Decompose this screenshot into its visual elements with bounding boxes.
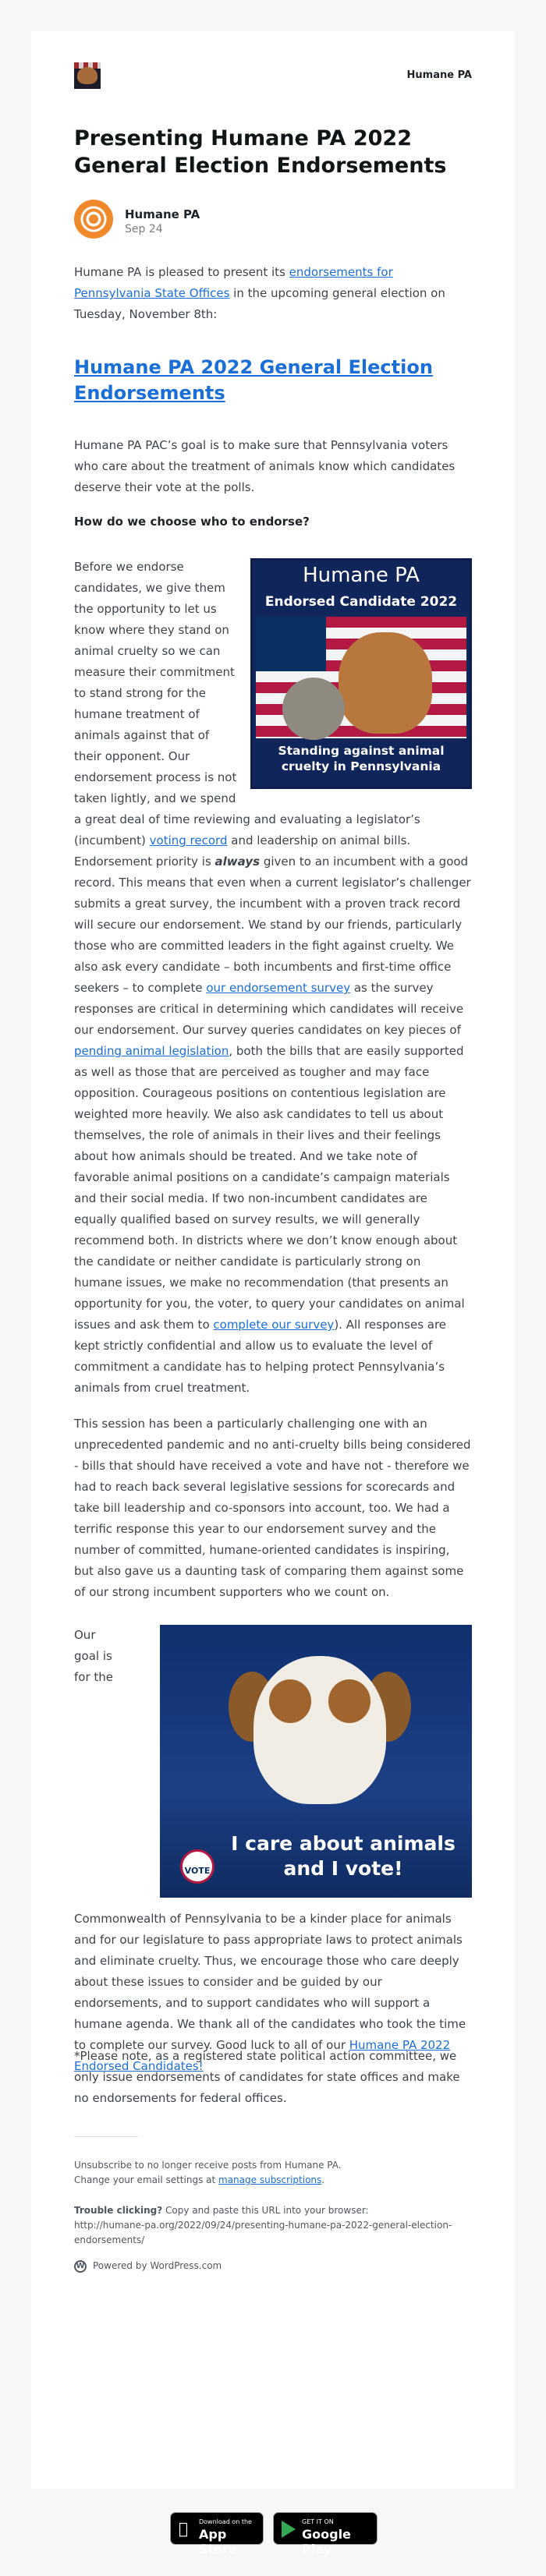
author-name[interactable]: Humane PA	[125, 207, 200, 221]
endorse-text-3: given to an incumbent with a good record. This means that even when a current legislator’s challenger submits a great survey, the incumbent with a proven track record will secure our endorsement. We stand by our friends, particularly those who are committed leaders in the fight against cruelty. We also ask every candidate – both incumbents and first-time office seekers – to complete	[74, 855, 471, 995]
dog-eye-patch	[269, 1679, 311, 1723]
federal-note: *Please note, as a registered state political action committee, we only issue endorsements of candidates for state offices and make no endorsements for federal offices.	[74, 2049, 460, 2105]
author-block	[74, 200, 472, 243]
endorse-text-5: , both the bills that are easily supported as well as those that are perceived as tougher and may face opposition. Courageous positions on contentious legislation are weighted more heavily. We also ask candidates to tell us about themselves, the role of animals in their lives and their feelings about how animals should be treated. And we take note of favorable animal positions on a candidate’s campaign materials and their social media. If two non-incumbent candidates are equally qualified based on survey results, we will generally recommend both. In districts where we don’t know enough about the candidate or neither candidate is particularly strong on humane issues, we make no recommendation (that presents an opportunity for you, the voter, to query your candidates on animal issues and ask them to	[74, 1044, 465, 1332]
endorse-text-4: as the survey responses are critical in determining which candidates will receive our endorsement. Our survey queries candidates on key pieces of	[74, 981, 464, 1037]
google-play-small-text: GET IT ON	[302, 2518, 334, 2525]
intro-paragraph	[74, 262, 472, 325]
apple-icon	[179, 2520, 188, 2537]
flag-canton	[256, 617, 326, 671]
powered-by[interactable]	[74, 2259, 308, 2277]
logo-dog-icon	[77, 67, 98, 84]
unsubscribe-block	[74, 2158, 472, 2188]
endorsement-process-paragraph	[74, 557, 472, 1399]
author-avatar[interactable]	[74, 200, 113, 239]
app-store-button[interactable]	[170, 2512, 264, 2557]
endorsed-candidates-link[interactable]: Humane PA 2022 Endorsed Candidates!	[74, 2038, 451, 2073]
wordpress-icon: W	[74, 2260, 87, 2273]
email-settings-line	[74, 2173, 472, 2188]
powered-by-text: Powered by WordPress.com	[93, 2260, 222, 2271]
dog-head-graphic	[254, 1656, 386, 1804]
site-logo[interactable]	[74, 62, 101, 89]
dog-eye-patch-right	[328, 1679, 370, 1723]
complete-survey-link[interactable]: complete our survey	[213, 1318, 335, 1332]
goal-lead-text: Our goal is for the	[74, 1628, 114, 1684]
google-play-button[interactable]	[273, 2512, 378, 2557]
vote-badge-text: VOTE	[184, 1866, 211, 1876]
endorse-text-1: Before we endorse candidates, we give them the opportunity to let us know where they stand on animal cruelty so we can measure their commitment to stand strong for the humane treatment of animals against that of their opponent. Our endorsement process is not taken lightly, and we spend a great deal of time reviewing and evaluating a legislator’s (incumbent)	[74, 560, 420, 847]
intro-text-after: in the upcoming general election on Tuesday, November 8th:	[74, 286, 445, 321]
section-heading-link[interactable]: Humane PA 2022 General Election Endorsements	[74, 356, 433, 404]
pending-legislation-link[interactable]: pending animal legislation	[74, 1044, 229, 1058]
goal-row	[74, 1625, 472, 1901]
settings-text: Change your email settings at	[74, 2174, 219, 2185]
paw-icon	[89, 214, 98, 224]
intro-text-before: Humane PA is pleased to present its	[74, 265, 289, 279]
settings-period: .	[321, 2174, 325, 2185]
google-play-icon	[282, 2521, 296, 2538]
goal-section	[74, 1625, 472, 2077]
footer-divider	[74, 2136, 138, 2137]
trouble-text: Copy and paste this URL into your browser:	[162, 2205, 369, 2216]
image1-caption: Standing against animal cruelty in Pennsylvania	[278, 744, 445, 773]
post-title[interactable]: Presenting Humane PA 2022 General Election Endorsements	[74, 126, 447, 178]
how-heading: How do we choose who to endorse?	[74, 515, 310, 529]
site-name[interactable]: Humane PA	[406, 69, 472, 81]
cat-graphic	[282, 678, 345, 740]
google-play-label: Google Play	[302, 2527, 351, 2557]
voting-record-link[interactable]: voting record	[149, 833, 228, 847]
app-store-badges	[0, 2512, 546, 2557]
dog-graphic	[339, 632, 432, 734]
app-store-label: App Store	[199, 2527, 237, 2557]
site-header	[74, 62, 472, 90]
endorsed-candidate-image	[250, 558, 472, 789]
endorse-text-2: and leadership on animal bills. Endorsement priority is	[74, 833, 411, 869]
endorsement-survey-link[interactable]: our endorsement survey	[206, 981, 351, 995]
section-heading	[74, 355, 472, 406]
unsubscribe-link[interactable]: Unsubscribe to no longer receive posts from Humane PA.	[74, 2160, 342, 2171]
manage-subscriptions-link[interactable]: manage subscriptions	[218, 2174, 322, 2185]
endorse-text-6: ). All responses are kept strictly confidential and allow us to evaluate the level of commitment a candidate has to helping protect Pennsylvania’s animals from cruel treatment.	[74, 1318, 447, 1395]
post-url[interactable]: http://humane-pa.org/2022/09/24/presenting-humane-pa-2022-general-election-endorsements/	[74, 2220, 452, 2245]
trouble-label: Trouble clicking?	[74, 2205, 163, 2216]
endorsements-link[interactable]: endorsements for Pennsylvania State Offices	[74, 265, 393, 300]
vote-badge-icon	[180, 1849, 214, 1884]
trouble-clicking-block	[74, 2203, 472, 2248]
pac-goal-paragraph: Humane PA PAC’s goal is to make sure that Pennsylvania voters who care about the treatment of animals know which candidates deserve their vote at the polls.	[74, 438, 456, 494]
app-store-small-text: Download on the	[199, 2518, 252, 2525]
always-emphasis: always	[214, 855, 261, 869]
post-date: Sep 24	[125, 223, 163, 235]
image1-subtitle: Endorsed Candidate 2022	[264, 594, 458, 610]
email-card	[31, 31, 515, 2489]
image2-caption: I care about animals and I vote!	[231, 1832, 456, 1880]
image1-title: Humane PA	[303, 564, 420, 587]
goal-text: Commonwealth of Pennsylvania to be a kinder place for animals and for our legislature to pass appropriate laws to protect animals and eliminate cruelty. Thus, we encourage those who care deeply about these issues to consider and be guided by our endorsements, and to support candidates who will support a humane agenda. We thank all of the candidates who took the time to complete our survey. Good luck to all of our	[74, 1912, 466, 2052]
session-paragraph: This session has been a particularly challenging one with an unprecedented pandemic and no anti-cruelty bills being considered - bills that should have received a vote and have not - therefore we had to reach back several legislative sessions for scorecards and take bill leadership and co-sponsors into account, too. We had a terrific response this year to our endorsement survey and the number of committed, humane-oriented candidates is inspiring, but also gave us a daunting task of comparing them against some of our strong incumbent supporters who we count on.	[74, 1417, 471, 1599]
vote-dog-image	[160, 1625, 472, 1898]
